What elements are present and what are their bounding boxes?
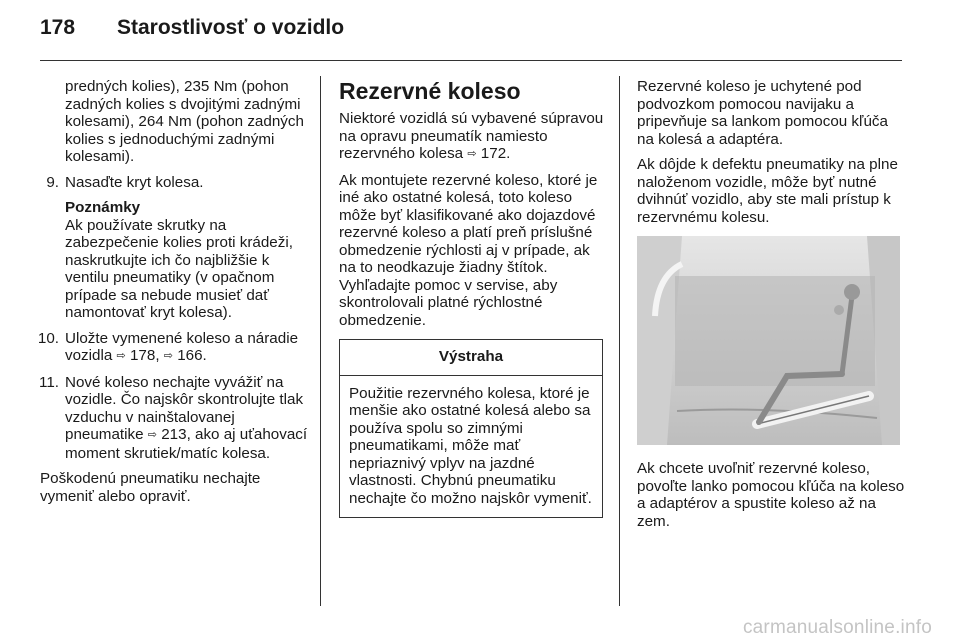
column-2: [339, 78, 607, 518]
paragraph-2: Ak dôjde k defektu pneumatiky na plne naloženom vozidle, môže byť nutné dvihnúť vozidlo, aby ste mali prístup k rezervnému kolesu.: [637, 156, 898, 226]
list-item-10: 10. Uložte vymenené koleso a náradie vozidla ⇨ 178, ⇨ 166.: [37, 329, 299, 364]
final-paragraph: Poškodenú pneumatiku nechajte vymeniť alebo opraviť.: [40, 470, 261, 505]
page-ref-link[interactable]: 166.: [177, 347, 207, 364]
item-number: 11.: [39, 373, 59, 391]
column-3: [637, 78, 905, 234]
spare-wheel-crank-image: [637, 236, 900, 445]
paragraph-text: Niektoré vozidlá sú vybavené súpravou na opravu pneumatík namiesto rezervného kolesa: [339, 110, 604, 162]
warning-box: [339, 339, 603, 518]
paragraph-1: Rezervné koleso je uchytené pod podvozkom pomocou navijaku a pripevňuje sa lankom pomocou kľúča na kolesá a adaptéra.: [637, 78, 888, 148]
header-rule: [40, 60, 902, 61]
column-divider-1: [320, 76, 321, 606]
item-text-continued: , ako aj uťahovací moment skrutiek/matíc kolesa.: [65, 426, 308, 462]
warning-title: Výstraha: [340, 340, 602, 376]
page-ref-link[interactable]: 178: [129, 347, 156, 364]
page-title: Starostlivosť o vozidlo: [117, 16, 345, 39]
page-ref-arrow-icon: ⇨: [163, 350, 173, 362]
paragraph-3: Ak chcete uvoľniť rezervné koleso, povoľte lanko pomocou kľúča na koleso a adaptérov a spustite koleso až na zem.: [637, 460, 905, 530]
continued-text: predných kolies), 235 Nm (pohon zadných kolies s dvojitými zadnými kolesami), 264 Nm (pohon zadných kolies s jednoduchými zadnými kolesami).: [65, 78, 304, 165]
column-3-bottom: [637, 460, 905, 538]
paragraph-2: Ak montujete rezervné koleso, ktoré je iné ako ostatné kolesá, toto koleso môže byť klasifikované ako dojazdové rezervné koleso a platí preň príslušné obmedzenie rýchlosti aj v prípade, ak na to neodkazuje žiadny štítok. Vyhľadajte pomoc v servise, aby skontrolovali platné rýchlostné obmedzenie.: [339, 171, 598, 329]
item-text: Nasaďte kryt kolesa.: [65, 173, 204, 191]
list-item-9: [40, 174, 308, 192]
page-ref-arrow-icon: ⇨: [116, 350, 126, 362]
page-ref-arrow-icon: ⇨: [467, 148, 477, 160]
note-block: [40, 199, 308, 322]
spare-wheel-illustration: [637, 236, 900, 445]
note-text: Ak používate skrutky na zabezpečenie kolies proti krádeži, naskrutkujte ich čo najbližšie k ventilu pneumatiky (v opačnom prípade sa nebude musieť dať namontovať kryt kolesa).: [65, 216, 293, 321]
page-ref-link[interactable]: 213: [161, 426, 187, 443]
item-text: Nové koleso nechajte vyvážiť na vozidle. Čo najskôr skontrolujte tlak vzduchu v nainštalovanej pneumatike: [65, 373, 304, 443]
list-item-11: [40, 374, 308, 463]
page-number: 178: [40, 16, 76, 39]
item-number: 9.: [46, 173, 59, 191]
section-heading: Rezervné koleso: [339, 78, 521, 104]
warning-text: Použitie rezervného kolesa, ktoré je menšie ako ostatné kolesá alebo sa používa spolu so zimnými pneumatikami, môže mať nepriaznivý vplyv na jazdné vlastnosti. Chybnú pneumatiku nechajte čo možno najskôr vymeniť.: [349, 384, 592, 507]
page-ref-arrow-icon: ⇨: [147, 429, 157, 441]
column-1: [37, 78, 308, 513]
paragraph-1: [339, 110, 607, 164]
watermark: carmanualsonline.info: [742, 617, 932, 638]
note-title: Poznámky: [65, 199, 141, 216]
page-ref-link[interactable]: 172.: [480, 145, 511, 162]
item-number: 10.: [37, 329, 59, 347]
column-divider-2: [619, 76, 620, 606]
item-text: Uložte vymenené koleso a náradie vozidla: [65, 329, 299, 364]
